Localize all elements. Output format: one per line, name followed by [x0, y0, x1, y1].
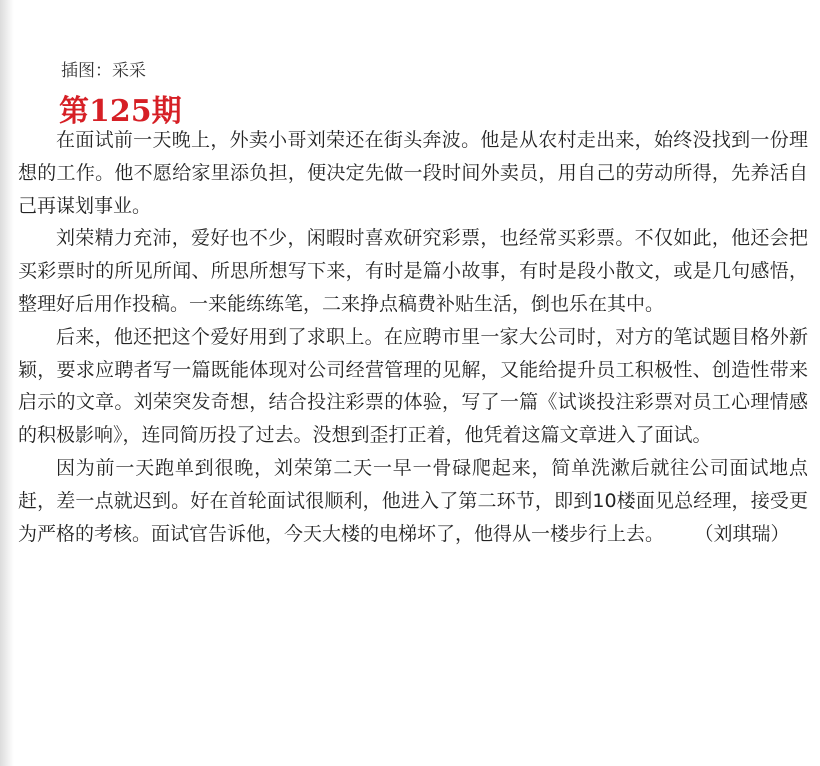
article-paragraph: 后来，他还把这个爱好用到了求职上。在应聘市里一家大公司时，对方的笔试题目格外新颖，要求应聘者写一篇既能体现对公司经营管理的见解，又能给提升员工积极性、创造性带来启示的文章。刘荣突发奇想，结合投注彩票的体验，写了一篇《试谈投注彩票对员工心理情感的积极影响》，连同简历投了过去。没想到歪打正着，他凭着这篇文章进入了面试。 — [18, 325, 808, 447]
article-body — [18, 124, 808, 550]
issue-title: 第125期 — [59, 94, 182, 129]
article-paragraph: 刘荣精力充沛，爱好也不少，闲暇时喜欢研究彩票，也经常买彩票。不仅如此，他还会把买彩票时的所见所闻、所思所想写下来，有时是篇小故事，有时是段小散文，或是几句感悟，整理好后用作投稿。一来能练练笔，二来挣点稿费补贴生活，倒也乐在其中。 — [18, 227, 808, 315]
article-paragraph: 在面试前一天晚上，外卖小哥刘荣还在街头奔波。他是从农村走出来，始终没找到一份理想的工作。他不愿给家里添负担，便决定先做一段时间外卖员，用自己的劳动所得，先养活自己再谋划事业。 — [18, 129, 808, 217]
article-paragraph-text: 因为前一天跑单到很晚，刘荣第二天一早一骨碌爬起来，简单洗漱后就往公司面试地点赶，差一点就迟到。好在首轮面试很顺利，他进入了第二环节，即到10楼面见总经理，接受更为严格的考核。面试官告诉他，今天大楼的电梯坏了，他得从一楼步行上去。 — [18, 456, 808, 545]
illustration-credit: 插图：采采 — [61, 61, 146, 81]
author-signature: （刘琪瑞） — [704, 522, 790, 545]
page-edge-shadow — [0, 0, 14, 766]
article-paragraph-last — [18, 452, 808, 550]
